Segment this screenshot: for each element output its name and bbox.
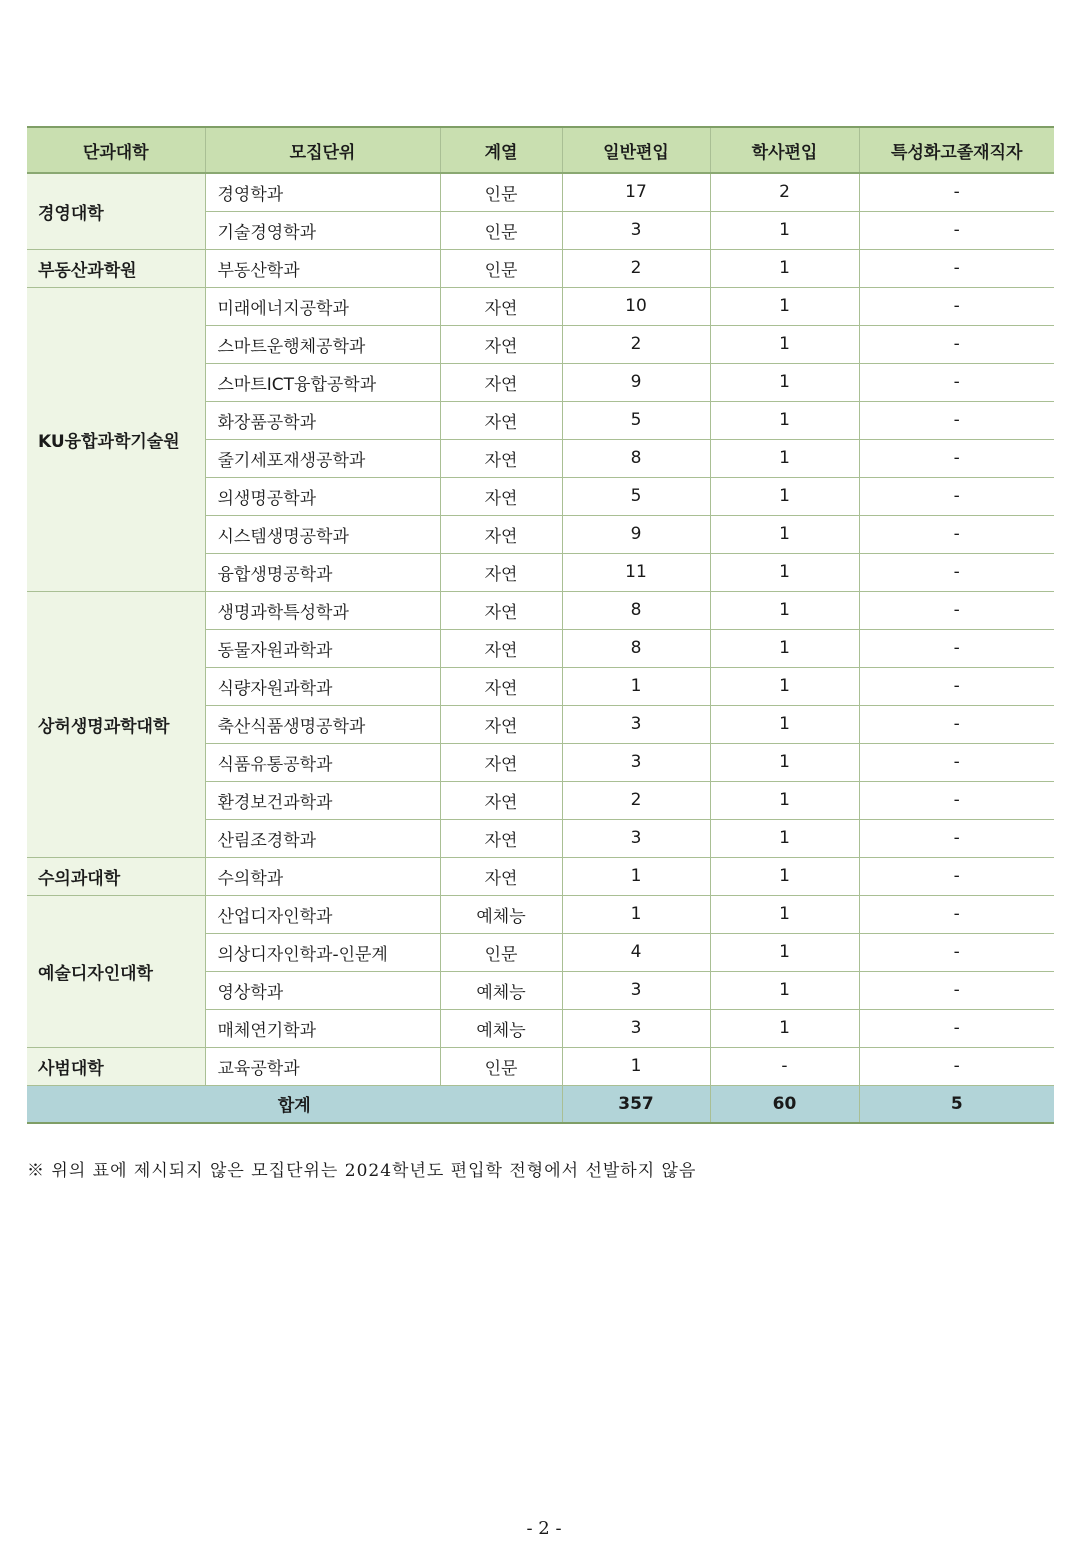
vocational-cell: -: [859, 249, 1054, 287]
track-cell: 자연: [440, 705, 562, 743]
unit-cell: 식품유통공학과: [205, 743, 440, 781]
bachelor-cell: 1: [710, 895, 859, 933]
unit-cell: 축산식품생명공학과: [205, 705, 440, 743]
vocational-cell: -: [859, 819, 1054, 857]
general-cell: 11: [562, 553, 710, 591]
unit-cell: 경영학과: [205, 173, 440, 211]
admission-quota-table: [27, 126, 1054, 1124]
general-cell: 2: [562, 781, 710, 819]
general-cell: 3: [562, 971, 710, 1009]
vocational-cell: -: [859, 401, 1054, 439]
bachelor-cell: 1: [710, 857, 859, 895]
bachelor-cell: 1: [710, 705, 859, 743]
bachelor-cell: 1: [710, 363, 859, 401]
table-row: [27, 1047, 1054, 1085]
general-cell: 3: [562, 211, 710, 249]
total-vocational: 5: [859, 1085, 1054, 1123]
general-cell: 8: [562, 629, 710, 667]
track-cell: 인문: [440, 933, 562, 971]
general-cell: 5: [562, 477, 710, 515]
college-cell: 부동산과학원: [27, 249, 205, 287]
total-label: 합계: [27, 1085, 562, 1123]
track-cell: 자연: [440, 667, 562, 705]
total-general: 357: [562, 1085, 710, 1123]
unit-cell: 의생명공학과: [205, 477, 440, 515]
general-cell: 8: [562, 439, 710, 477]
track-cell: 자연: [440, 439, 562, 477]
track-cell: 자연: [440, 287, 562, 325]
bachelor-cell: 1: [710, 287, 859, 325]
unit-cell: 매체연기학과: [205, 1009, 440, 1047]
track-cell: 예체능: [440, 895, 562, 933]
track-cell: 예체능: [440, 971, 562, 1009]
bachelor-cell: 1: [710, 439, 859, 477]
track-cell: 인문: [440, 249, 562, 287]
unit-cell: 스마트ICT융합공학과: [205, 363, 440, 401]
college-cell: 수의과대학: [27, 857, 205, 895]
bachelor-cell: 1: [710, 781, 859, 819]
vocational-cell: -: [859, 895, 1054, 933]
general-cell: 1: [562, 667, 710, 705]
college-cell: 상허생명과학대학: [27, 591, 205, 857]
table-row: [27, 173, 1054, 211]
bachelor-cell: 1: [710, 401, 859, 439]
general-cell: 8: [562, 591, 710, 629]
unit-cell: 부동산학과: [205, 249, 440, 287]
unit-cell: 교육공학과: [205, 1047, 440, 1085]
track-cell: 자연: [440, 477, 562, 515]
college-cell: 예술디자인대학: [27, 895, 205, 1047]
vocational-cell: -: [859, 173, 1054, 211]
header-general-transfer: 일반편입: [562, 127, 710, 173]
header-bachelor-transfer: 학사편입: [710, 127, 859, 173]
general-cell: 17: [562, 173, 710, 211]
bachelor-cell: 1: [710, 1009, 859, 1047]
track-cell: 예체능: [440, 1009, 562, 1047]
general-cell: 9: [562, 515, 710, 553]
track-cell: 자연: [440, 325, 562, 363]
unit-cell: 영상학과: [205, 971, 440, 1009]
vocational-cell: -: [859, 705, 1054, 743]
footnote: ※ 위의 표에 제시되지 않은 모집단위는 2024학년도 편입학 전형에서 선발하지 않음: [27, 1161, 697, 1181]
bachelor-cell: -: [710, 1047, 859, 1085]
general-cell: 2: [562, 249, 710, 287]
unit-cell: 스마트운행체공학과: [205, 325, 440, 363]
table-row: [27, 591, 1054, 629]
vocational-cell: -: [859, 933, 1054, 971]
bachelor-cell: 1: [710, 743, 859, 781]
unit-cell: 시스템생명공학과: [205, 515, 440, 553]
vocational-cell: -: [859, 743, 1054, 781]
track-cell: 자연: [440, 591, 562, 629]
bachelor-cell: 1: [710, 325, 859, 363]
unit-cell: 기술경영학과: [205, 211, 440, 249]
unit-cell: 생명과학특성학과: [205, 591, 440, 629]
track-cell: 인문: [440, 1047, 562, 1085]
track-cell: 자연: [440, 629, 562, 667]
table-body: [27, 173, 1054, 1123]
general-cell: 3: [562, 1009, 710, 1047]
vocational-cell: -: [859, 971, 1054, 1009]
vocational-cell: -: [859, 667, 1054, 705]
header-vocational-worker: 특성화고졸재직자: [859, 127, 1054, 173]
bachelor-cell: 1: [710, 477, 859, 515]
bachelor-cell: 1: [710, 971, 859, 1009]
college-cell: 경영대학: [27, 173, 205, 249]
header-unit: 모집단위: [205, 127, 440, 173]
vocational-cell: -: [859, 515, 1054, 553]
vocational-cell: -: [859, 857, 1054, 895]
general-cell: 1: [562, 857, 710, 895]
track-cell: 자연: [440, 515, 562, 553]
table-row: [27, 249, 1054, 287]
table-row: [27, 895, 1054, 933]
unit-cell: 수의학과: [205, 857, 440, 895]
track-cell: 인문: [440, 173, 562, 211]
track-cell: 인문: [440, 211, 562, 249]
bachelor-cell: 1: [710, 249, 859, 287]
general-cell: 4: [562, 933, 710, 971]
vocational-cell: -: [859, 325, 1054, 363]
unit-cell: 식량자원과학과: [205, 667, 440, 705]
vocational-cell: -: [859, 781, 1054, 819]
track-cell: 자연: [440, 781, 562, 819]
table-row: [27, 287, 1054, 325]
vocational-cell: -: [859, 439, 1054, 477]
college-cell: KU융합과학기술원: [27, 287, 205, 591]
track-cell: 자연: [440, 743, 562, 781]
page-number: - 2 -: [526, 1518, 562, 1539]
general-cell: 3: [562, 819, 710, 857]
header-college: 단과대학: [27, 127, 205, 173]
track-cell: 자연: [440, 401, 562, 439]
table-header-row: [27, 127, 1054, 173]
vocational-cell: -: [859, 477, 1054, 515]
unit-cell: 융합생명공학과: [205, 553, 440, 591]
unit-cell: 미래에너지공학과: [205, 287, 440, 325]
general-cell: 1: [562, 895, 710, 933]
table-row: [27, 857, 1054, 895]
bachelor-cell: 1: [710, 211, 859, 249]
vocational-cell: -: [859, 287, 1054, 325]
general-cell: 3: [562, 705, 710, 743]
bachelor-cell: 2: [710, 173, 859, 211]
general-cell: 2: [562, 325, 710, 363]
unit-cell: 환경보건과학과: [205, 781, 440, 819]
vocational-cell: -: [859, 591, 1054, 629]
unit-cell: 줄기세포재생공학과: [205, 439, 440, 477]
general-cell: 9: [562, 363, 710, 401]
track-cell: 자연: [440, 857, 562, 895]
bachelor-cell: 1: [710, 591, 859, 629]
general-cell: 5: [562, 401, 710, 439]
bachelor-cell: 1: [710, 667, 859, 705]
bachelor-cell: 1: [710, 629, 859, 667]
unit-cell: 화장품공학과: [205, 401, 440, 439]
general-cell: 1: [562, 1047, 710, 1085]
track-cell: 자연: [440, 819, 562, 857]
vocational-cell: -: [859, 553, 1054, 591]
vocational-cell: -: [859, 211, 1054, 249]
vocational-cell: -: [859, 363, 1054, 401]
bachelor-cell: 1: [710, 933, 859, 971]
track-cell: 자연: [440, 553, 562, 591]
unit-cell: 의상디자인학과-인문계: [205, 933, 440, 971]
vocational-cell: -: [859, 1009, 1054, 1047]
total-bachelor: 60: [710, 1085, 859, 1123]
track-cell: 자연: [440, 363, 562, 401]
bachelor-cell: 1: [710, 515, 859, 553]
vocational-cell: -: [859, 629, 1054, 667]
header-track: 계열: [440, 127, 562, 173]
general-cell: 3: [562, 743, 710, 781]
general-cell: 10: [562, 287, 710, 325]
unit-cell: 산업디자인학과: [205, 895, 440, 933]
bachelor-cell: 1: [710, 553, 859, 591]
unit-cell: 산림조경학과: [205, 819, 440, 857]
college-cell: 사범대학: [27, 1047, 205, 1085]
vocational-cell: -: [859, 1047, 1054, 1085]
bachelor-cell: 1: [710, 819, 859, 857]
unit-cell: 동물자원과학과: [205, 629, 440, 667]
total-row: [27, 1085, 1054, 1123]
